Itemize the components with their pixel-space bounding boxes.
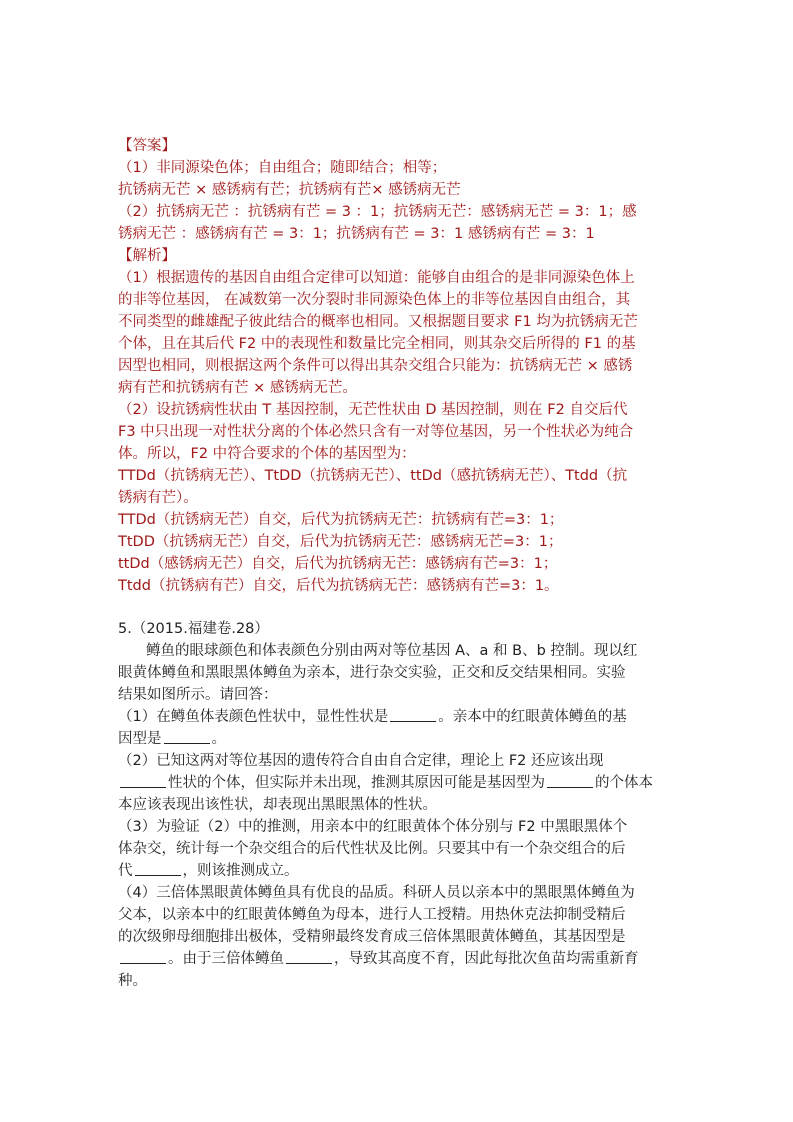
question-1-text: （1）在鳟鱼体表颜色性状中，显性性状是 (118, 709, 389, 725)
answer-blank[interactable] (135, 861, 181, 876)
answer-blank[interactable] (286, 949, 332, 964)
answer-line: 锈病无芒 ：感锈病有芒 = 3：1；抗锈病有芒 = 3：1 感锈病有芒 = 3：1 (118, 226, 595, 242)
answer-section (118, 135, 678, 597)
answer-line: （2）抗锈病无芒 ：抗锈病有芒 = 3 ：1；抗锈病无芒：感锈病无芒 = 3：1；感 (118, 204, 637, 220)
analysis-line: 的非等位基因， 在减数第一次分裂时非同源染色体上的非等位基因自由组合，其 (118, 292, 631, 308)
question-section (118, 618, 678, 992)
question-intro-line: 眼黄体鳟鱼和黑眼黑体鳟鱼为亲本，进行杂交实验，正交和反交结果相同。实验 (118, 665, 626, 681)
analysis-line: TtDD（抗锈病无芒）自交，后代为抗锈病无芒：感锈病无芒=3：1； (118, 534, 563, 550)
question-4-line: 种。 (118, 973, 147, 989)
analysis-line: 锈病有芒）。 (118, 490, 198, 506)
question-3-line: 体杂交，统计每一个杂交组合的后代性状及比例。只要其中有一个杂交组合的后 (118, 841, 626, 857)
answer-blank[interactable] (547, 773, 593, 788)
answer-blank[interactable] (120, 949, 166, 964)
analysis-line: ttDd（感锈病无芒）自交，后代为抗锈病无芒：感锈病有芒=3：1； (118, 556, 558, 572)
question-2-text: 性状的个体，但实际并未出现，推测其原因可能是基因型为 (168, 775, 545, 791)
question-4-line: 的次级卵母细胞排出极体，受精卵最终发育成三倍体黑眼黄体鳟鱼，其基因型是 (118, 929, 626, 945)
answer-blank[interactable] (390, 707, 436, 722)
answer-line: （1）非同源染色体；自由组合；随即结合；相等； (118, 160, 447, 176)
question-4-line: 父本，以亲本中的红眼黄体鳟鱼为母本，进行人工授精。用热休克法抑制受精后 (118, 907, 626, 923)
question-1-text: 因型是 (118, 731, 162, 747)
question-1-line (118, 706, 678, 728)
analysis-line: Ttdd（抗锈病有芒）自交，后代为抗锈病无芒：感锈病有芒=3：1。 (118, 578, 559, 594)
analysis-line: 因型也相同，则根据这两个条件可以得出其杂交组合只能为：抗锈病无芒 × 感锈 (118, 358, 633, 374)
answer-line: 抗锈病无芒 × 感锈病有芒；抗锈病有芒× 感锈病无芒 (118, 182, 461, 198)
analysis-line: 体。所以，F2 中符合要求的个体的基因型为： (118, 446, 416, 462)
analysis-line: 不同类型的雌雄配子彼此结合的概率也相同。又根据题目要求 F1 均为抗锈病无芒 (118, 314, 638, 330)
question-2-line: （2）已知这两对等位基因的遗传符合自由自合定律，理论上 F2 还应该出现 (118, 753, 604, 769)
question-1-line (118, 728, 678, 750)
analysis-line: 病有芒和抗锈病有芒 × 感锈病无芒。 (118, 380, 357, 396)
answer-blank[interactable] (164, 729, 210, 744)
answer-blank[interactable] (120, 773, 166, 788)
question-3-line: （3）为验证（2）中的推测，用亲本中的红眼黄体个体分别与 F2 中黑眼黑体个 (118, 819, 628, 835)
question-1-text: 。亲本中的红眼黄体鳟鱼的基 (438, 709, 627, 725)
question-4-text: 。由于三倍体鳟鱼 (168, 951, 284, 967)
question-3-line (118, 860, 678, 882)
question-3-text: ，则该推测成立。 (182, 863, 299, 879)
question-2-text: 的个体本 (595, 775, 653, 791)
analysis-line: （1）根据遗传的基因自由组合定律可以知道：能够自由组合的是非同源染色体上 (118, 270, 635, 286)
question-1-text: 。 (211, 731, 226, 747)
analysis-heading: 【解析】 (118, 248, 176, 264)
analysis-line: （2）设抗锈病性状由 T 基因控制，无芒性状由 D 基因控制，则在 F2 自交后代 (118, 402, 628, 418)
analysis-line: F3 中只出现一对性状分离的个体必然只含有一对等位基因，另一个性状必为纯合 (118, 424, 634, 440)
question-4-line (118, 948, 678, 970)
answer-heading: 【答案】 (118, 138, 176, 154)
analysis-line: 个体，且在其后代 F2 中的表现性和数量比完全相同，则其杂交后所得的 F1 的基 (118, 336, 636, 352)
question-intro-line: 结果如图所示。请回答： (118, 687, 278, 703)
question-2-line: 本应该表现出该性状，却表现出黑眼黑体的性状。 (118, 797, 437, 813)
question-intro-line: 鳟鱼的眼球颜色和体表颜色分别由两对等位基因 A、a 和 B、b 控制。现以红 (146, 643, 638, 659)
question-number: 5.（2015.福建卷.28） (118, 621, 269, 637)
question-4-line: （4）三倍体黑眼黄体鳟鱼具有优良的品质。科研人员以亲本中的黑眼黑体鳟鱼为 (118, 885, 635, 901)
question-3-text: 代 (118, 863, 133, 879)
analysis-line: TTDd（抗锈病无芒）自交，后代为抗锈病无芒：抗锈病有芒=3：1； (118, 512, 564, 528)
question-2-line (118, 772, 678, 794)
analysis-line: TTDd（抗锈病无芒）、TtDD（抗锈病无芒）、ttDd（感抗锈病无芒）、Ttdd（抗 (118, 468, 628, 484)
question-4-text: ，导致其高度不育，因此每批次鱼苗均需重新育 (334, 951, 639, 967)
